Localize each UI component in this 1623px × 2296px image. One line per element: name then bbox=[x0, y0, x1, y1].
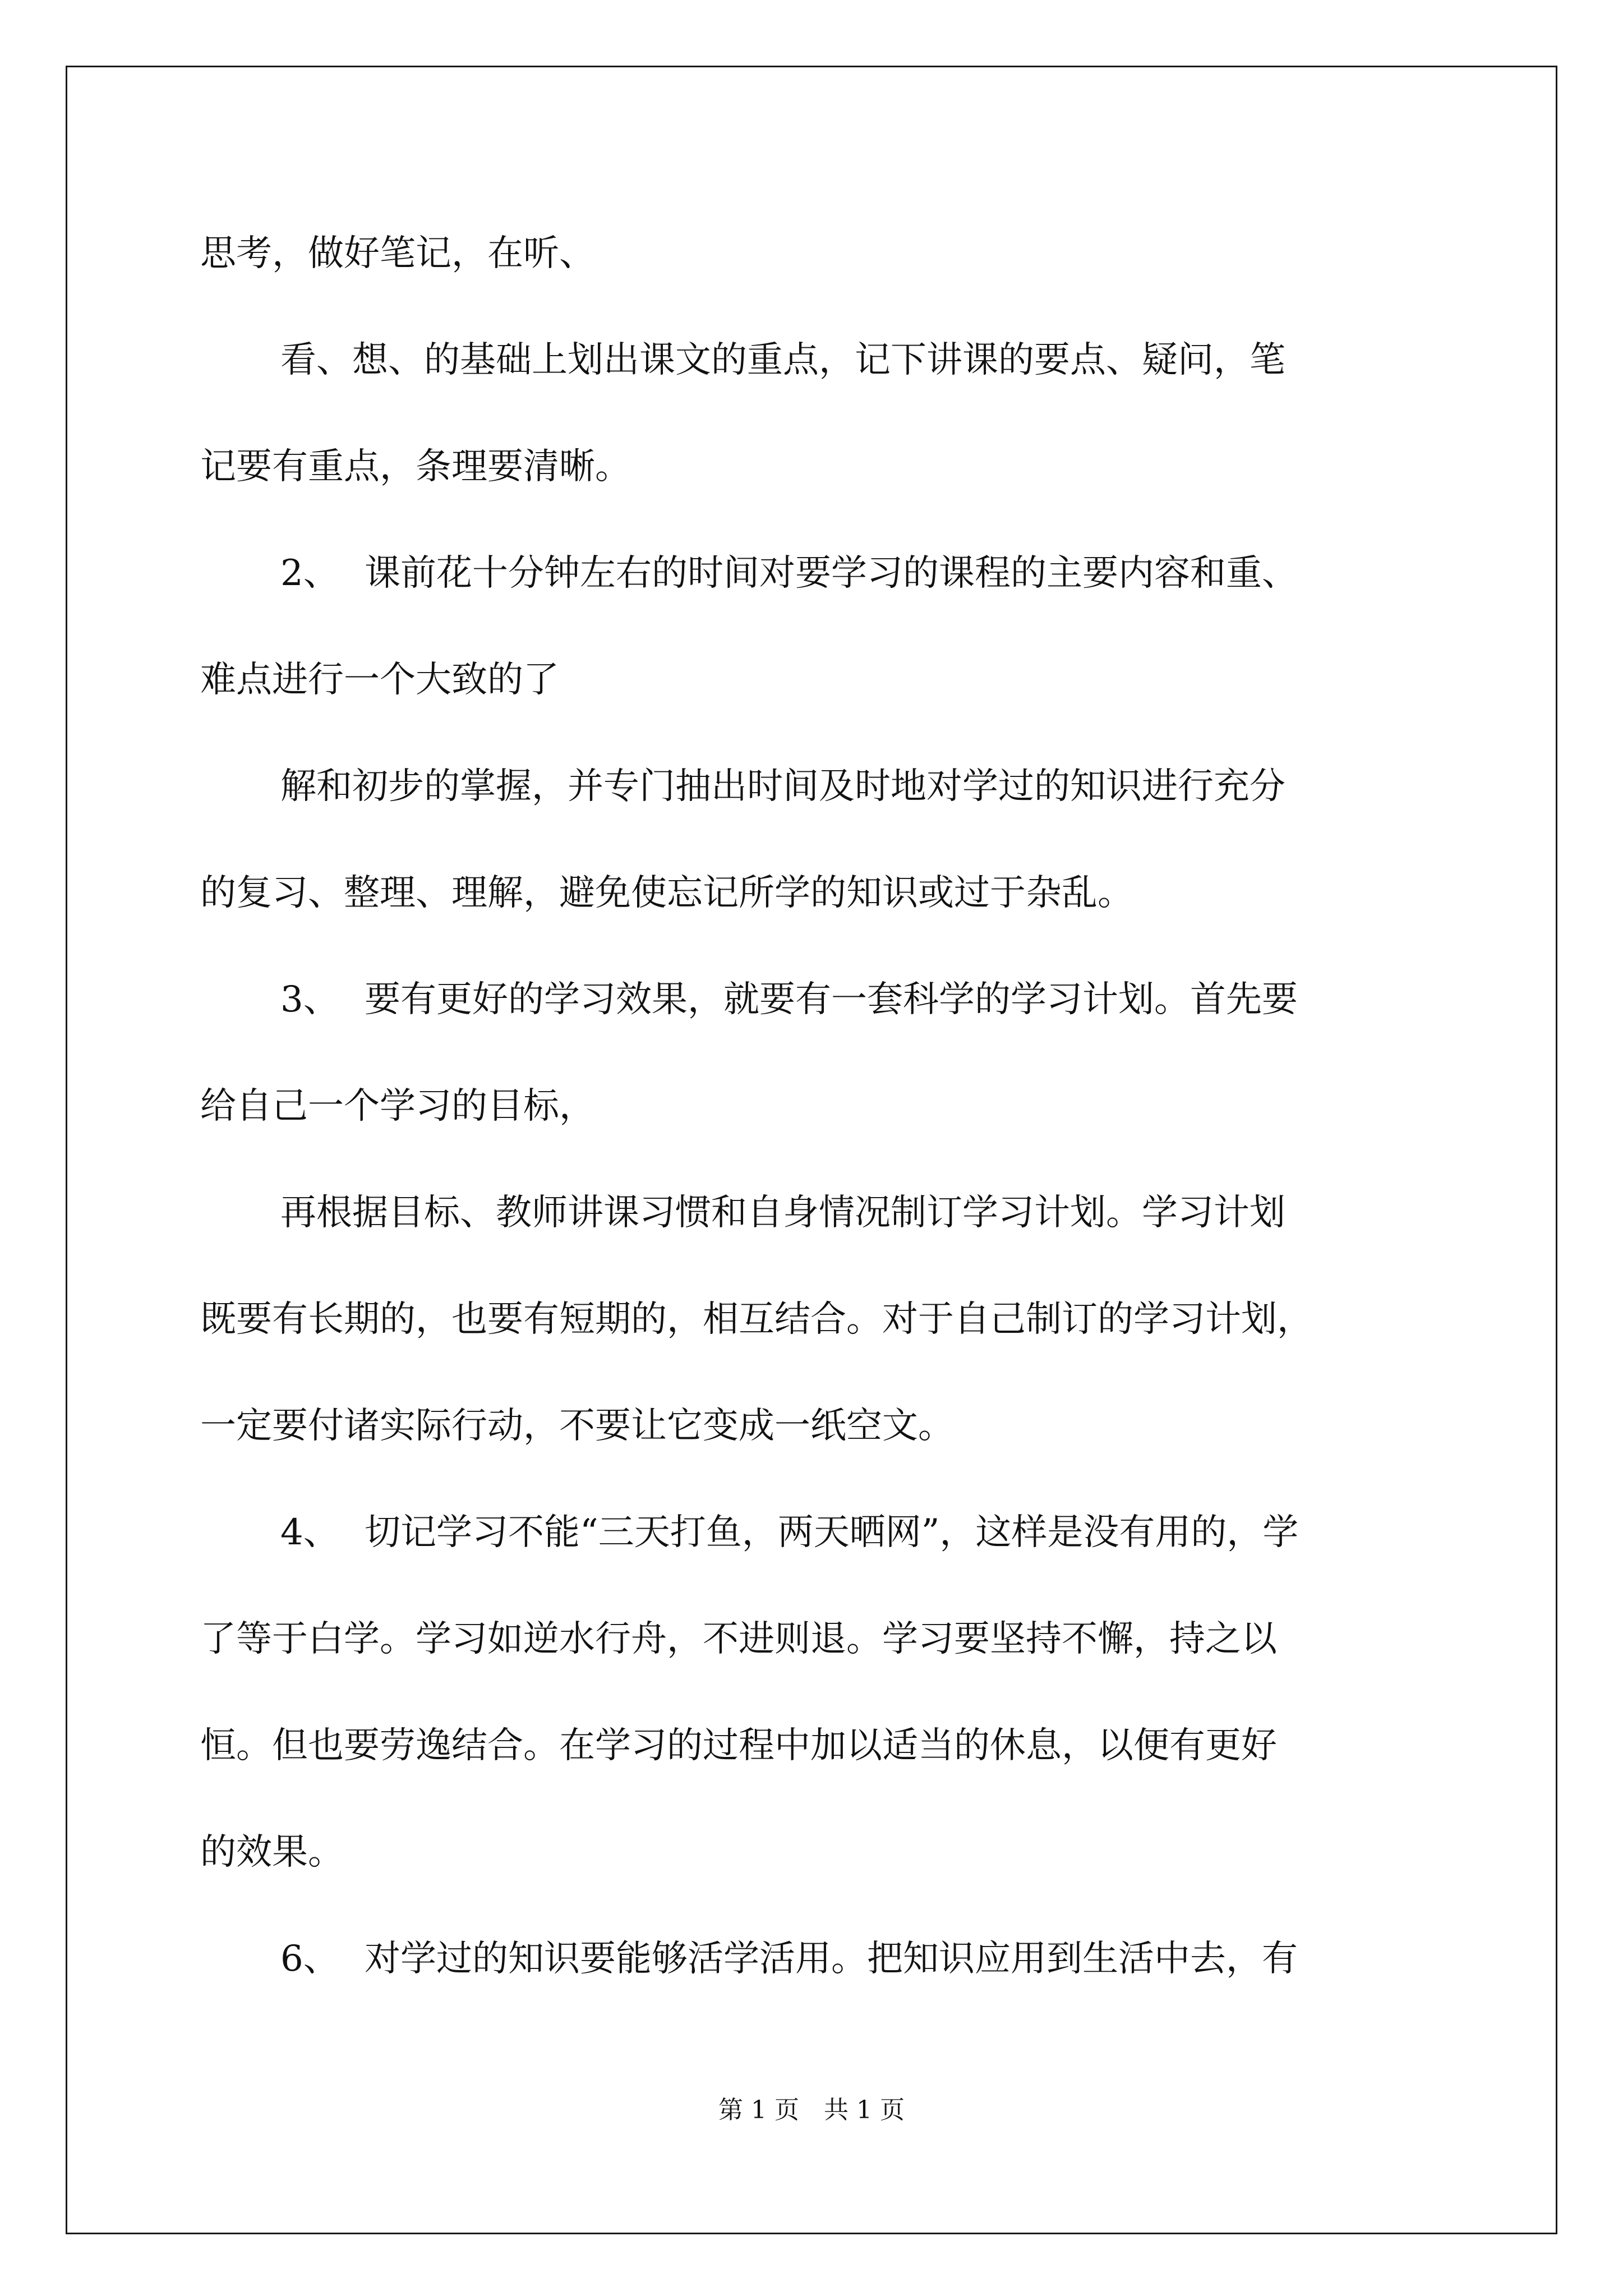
text-line: 既要有长期的，也要有短期的，相互结合。对于自己制订的学习计划， bbox=[200, 1299, 1313, 1340]
numbered-line bbox=[280, 1499, 1298, 1566]
text-line: 记要有重点，条理要清晰。 bbox=[200, 446, 631, 487]
item-text: 课前花十分钟左右的时间对要学习的课程的主要内容和重、 bbox=[365, 553, 1298, 594]
item-text: 要有更好的学习效果，就要有一套科学的学习计划。首先要 bbox=[365, 979, 1298, 1020]
page-number-footer: 第 1 页 共 1 页 bbox=[718, 2096, 905, 2124]
text-line: 再根据目标、教师讲课习惯和自身情况制订学习计划。学习计划 bbox=[280, 1192, 1285, 1234]
text-line: 的复习、整理、理解，避免使忘记所学的知识或过于杂乱。 bbox=[200, 872, 1133, 914]
text-line: 看、想、的基础上划出课文的重点，记下讲课的要点、疑问，笔 bbox=[280, 339, 1285, 381]
text-line: 的效果。 bbox=[200, 1832, 344, 1873]
text-line: 思考，做好笔记，在听、 bbox=[200, 233, 595, 274]
item-text: 对学过的知识要能够活学活用。把知识应用到生活中去，有 bbox=[365, 1938, 1298, 1980]
item-number: 4、 bbox=[280, 1512, 339, 1553]
numbered-line bbox=[280, 540, 1298, 607]
text-line: 一定要付诸实际行动，不要让它变成一纸空文。 bbox=[200, 1405, 954, 1447]
numbered-line bbox=[280, 966, 1298, 1033]
text-line: 难点进行一个大致的了 bbox=[200, 659, 559, 701]
item-number: 6、 bbox=[280, 1938, 339, 1980]
text-line: 解和初步的掌握，并专门抽出时间及时地对学过的知识进行充分 bbox=[280, 766, 1285, 807]
item-number: 2、 bbox=[280, 553, 339, 594]
text-line: 了等于白学。学习如逆水行舟，不进则退。学习要坚持不懈，持之以 bbox=[200, 1618, 1277, 1660]
text-line: 恒。但也要劳逸结合。在学习的过程中加以适当的休息，以便有更好 bbox=[200, 1725, 1277, 1766]
item-number: 3、 bbox=[280, 979, 339, 1020]
item-text: 切记学习不能“三天打鱼，两天晒网”，这样是没有用的，学 bbox=[365, 1512, 1299, 1553]
numbered-line bbox=[280, 1925, 1298, 1993]
text-line: 给自己一个学习的目标， bbox=[200, 1085, 595, 1127]
